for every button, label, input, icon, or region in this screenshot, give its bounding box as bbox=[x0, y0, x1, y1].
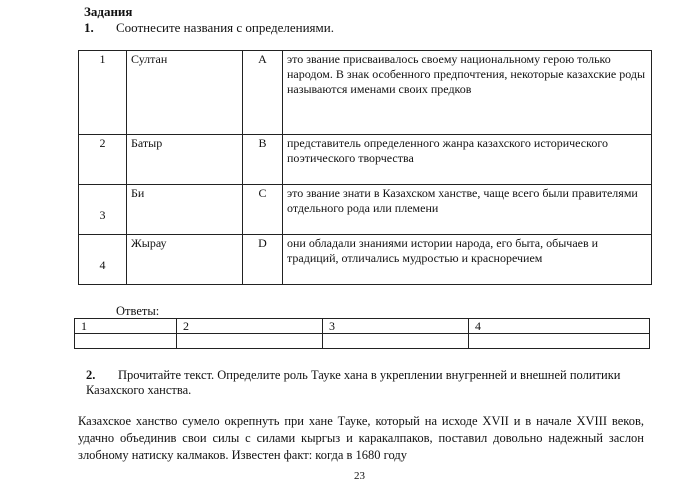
row-number: 3 bbox=[79, 185, 127, 235]
table-row bbox=[79, 235, 652, 285]
term-cell: Батыр bbox=[127, 135, 243, 185]
answer-header-cell: 3 bbox=[323, 319, 469, 334]
letter-cell: C bbox=[243, 185, 283, 235]
row-number: 4 bbox=[79, 235, 127, 285]
letter-cell: B bbox=[243, 135, 283, 185]
answers-table bbox=[74, 318, 650, 349]
task-1-text: Соотнесите названия с определениями. bbox=[116, 20, 334, 35]
term-cell: Би bbox=[127, 185, 243, 235]
task-2-text: Прочитайте текст. Определите роль Тауке хана в укреплении внугренней и внешней политики Казахского ханства. bbox=[86, 368, 621, 397]
task-1-number: 1. bbox=[84, 20, 94, 35]
term-cell: Жырау bbox=[127, 235, 243, 285]
definition-cell: представитель определенного жанра казахского исторического поэтического творчества bbox=[283, 135, 652, 185]
definition-cell: это звание знати в Казахском ханстве, чаще всего были правителями отдельного рода или племени bbox=[283, 185, 652, 235]
task-2-number: 2. bbox=[86, 368, 96, 382]
answer-cell[interactable] bbox=[469, 334, 650, 349]
answer-cell[interactable] bbox=[75, 334, 177, 349]
definition-cell: они обладали знаниями истории народа, его быта, обычаев и традиций, отличались мудростью и красноречием bbox=[283, 235, 652, 285]
answers-label: Ответы: bbox=[116, 304, 160, 318]
table-row bbox=[79, 185, 652, 235]
answer-header-cell: 4 bbox=[469, 319, 650, 334]
table-row bbox=[79, 135, 652, 185]
answers-header-row bbox=[75, 319, 650, 334]
task-2 bbox=[86, 368, 646, 398]
table-row bbox=[79, 51, 652, 135]
answer-header-cell: 2 bbox=[177, 319, 323, 334]
page-number: 23 bbox=[354, 470, 365, 482]
letter-cell: D bbox=[243, 235, 283, 285]
page-heading: Задания bbox=[84, 4, 133, 19]
definition-cell: это звание присваивалось своему национальному герою только народом. В знак особенного предпочтения, некоторые казахские роды называются именами своих предков bbox=[283, 51, 652, 135]
answers-input-row bbox=[75, 334, 650, 349]
term-cell: Султан bbox=[127, 51, 243, 135]
row-number: 2 bbox=[79, 135, 127, 185]
answer-cell[interactable] bbox=[323, 334, 469, 349]
reading-paragraph: Казахское ханство сумело окрепнуть при хане Тауке, который на исходе XVII и в начале XVIII веков, удачно объединив свои силы с силами кыргыз и каракалпаков, поставил довольно надежный заслон злобному натиску калмаков. Известен факт: когда в 1680 году bbox=[78, 414, 644, 462]
task-1 bbox=[84, 20, 334, 36]
matching-table bbox=[78, 50, 652, 285]
row-number: 1 bbox=[79, 51, 127, 135]
answer-header-cell: 1 bbox=[75, 319, 177, 334]
answer-cell[interactable] bbox=[177, 334, 323, 349]
letter-cell: A bbox=[243, 51, 283, 135]
